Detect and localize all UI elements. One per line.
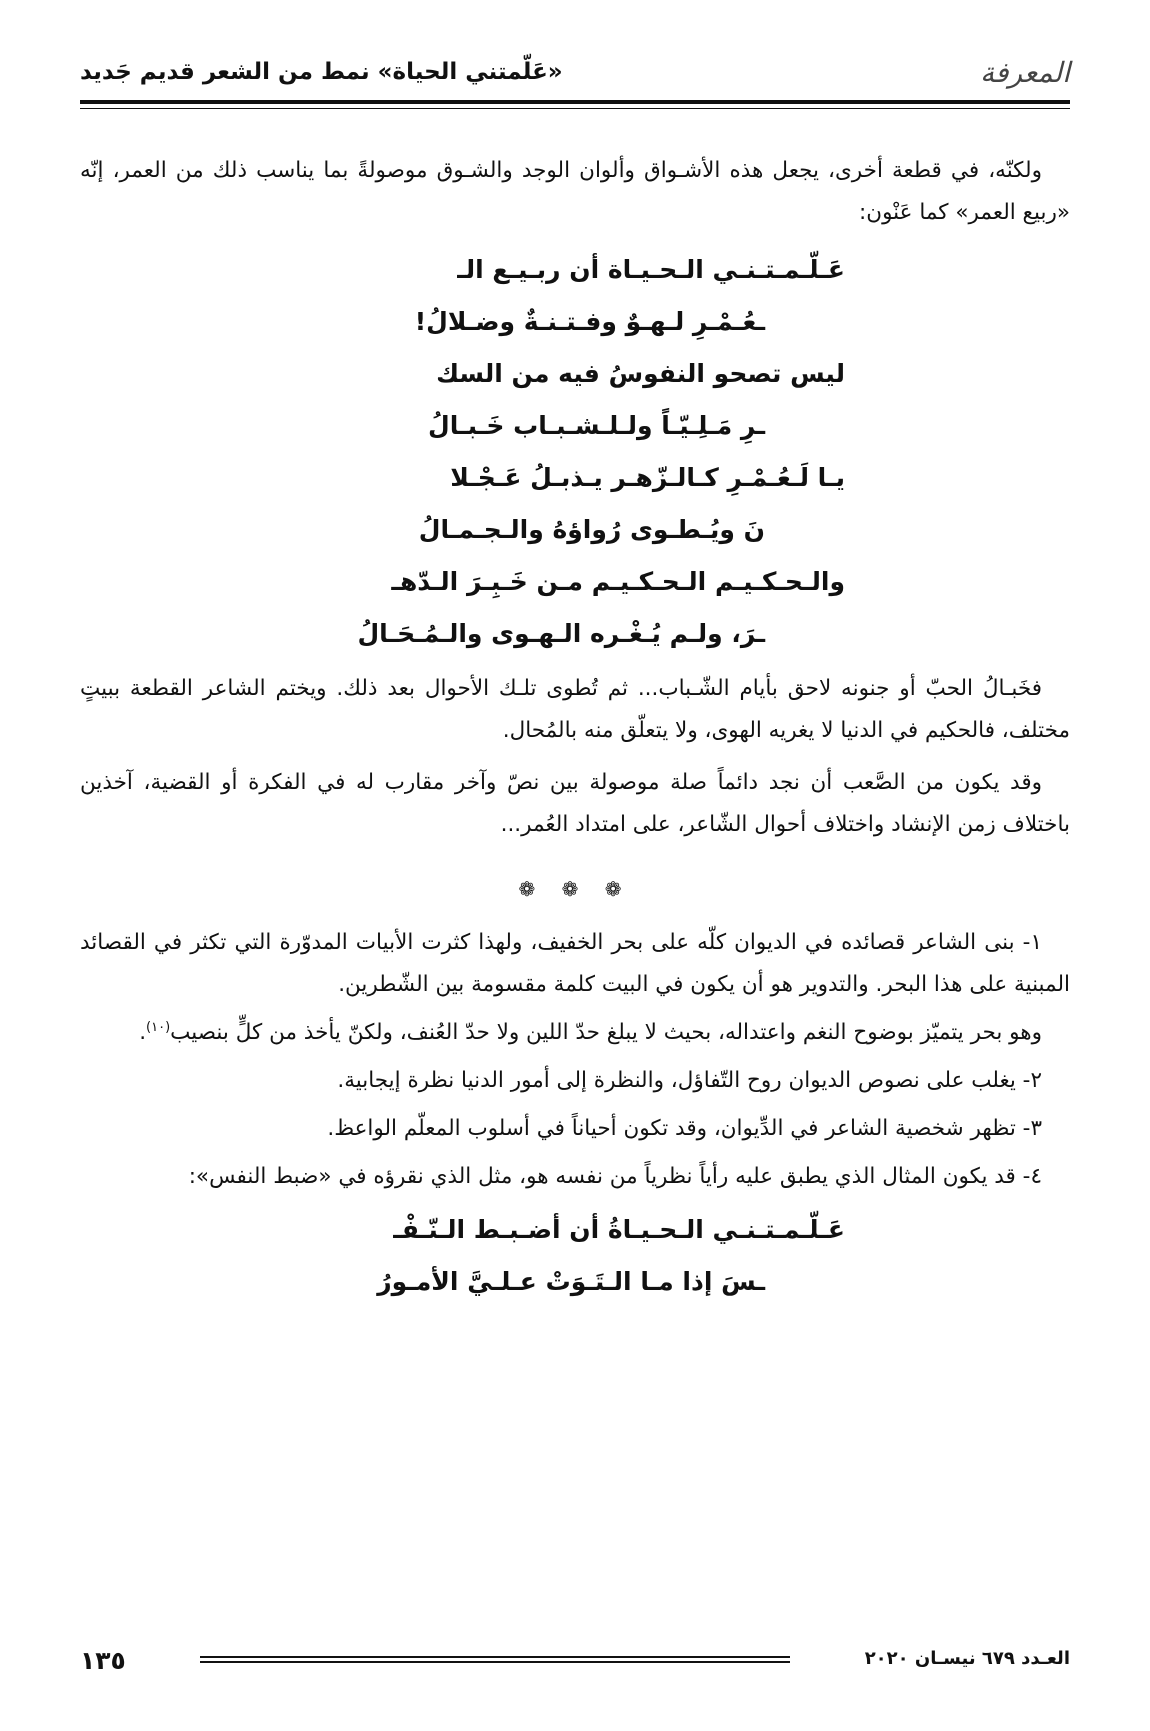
- poem-excerpt-1: [80, 244, 1070, 660]
- section-separator: ❁ ❁ ❁: [518, 877, 632, 901]
- header-article-title: «عَلّمتني الحياة» نمط من الشعر قديم جَديد: [80, 59, 563, 85]
- verse-4-hemistich-2: ـرَ، ولـم يُـغْـره الـهـوى والـمُـحَـالُ: [357, 619, 765, 648]
- issue-info: العـدد ٦٧٩ نيسـان ٢٠٢٠: [864, 1648, 1070, 1669]
- footnote-reference[interactable]: (١٠): [146, 1019, 171, 1035]
- body-paragraph: وقد يكون من الصَّعب أن نجد دائماً صلة موصولة بين نصّ وآخر مقارب له في الفكرة أو القضية، آخذين باختلاف زمن الإنشاد واختلاف أحوال الشّاعر، على امتداد العُمر...: [80, 770, 1070, 837]
- verse-3-hemistich-2: نَ ويُـطـوى رُواؤهُ والـجـمـالُ: [418, 515, 765, 544]
- note-item-3: ٣- تظهر شخصية الشاعر في الدِّيوان، وقد تكون أحياناً في أسلوب المعلّم الواعظ.: [327, 1116, 1042, 1141]
- verse-2-hemistich-2: ـرِ مَـلِـيّـاً ولـلـشـبـاب خَـبـالُ: [428, 411, 765, 440]
- verse-1-hemistich-1: عَـلّـمـتـنـي الـحـيـاة أن ربـيـع الـ: [457, 255, 845, 284]
- note-item-2: ٢- يغلب على نصوص الديوان روح التّفاؤل، والنظرة إلى أمور الدنيا نظرة إيجابية.: [337, 1068, 1042, 1093]
- verse-1-hemistich-2: ـسَ إذا مـا الـتَـوَتْ عـلـيَّ الأمـورُ: [377, 1267, 765, 1296]
- intro-paragraph: ولكنّه، في قطعة أخرى، يجعل هذه الأشـواق وألوان الوجد والشـوق موصولةً بما يناسب ذلك من العمر، إنّه «ربيع العمر» كما عَنْون:: [80, 158, 1070, 225]
- note-text: وهو بحر يتميّز بوضوح النغم واعتداله، بحيث لا يبلغ حدّ اللين ولا حدّ العُنف، ولكنّ يأخذ من كلٍّ بنصيب: [170, 1020, 1042, 1045]
- header-rule-thin: [80, 108, 1070, 109]
- body-paragraph: فخَبـالُ الحبّ أو جنونه لاحق بأيام الشّـباب... ثم تُطوى تلـك الأحوال بعد ذلك. ويختم الشاعر القطعة ببيتٍ مختلف، فالحكيم في الدنيا لا يغريه الهوى، ولا يتعلّق منه بالمُحال.: [80, 676, 1070, 743]
- verse-1-hemistich-1: عَـلّـمـتـنـي الـحـيـاةُ أن أضـبـط الـنّـفْـ: [393, 1215, 845, 1244]
- poem-excerpt-2: [80, 1204, 1070, 1308]
- footer-rule: [200, 1661, 790, 1663]
- verse-4-hemistich-1: والـحـكـيـم الـحـكـيـم مـن خَـبِـرَ الـدّهـ: [391, 567, 845, 596]
- note-item-1-continued: [80, 1012, 1070, 1054]
- page-number: ١٣٥: [80, 1646, 126, 1675]
- journal-logo: المعرفة: [980, 55, 1070, 89]
- note-item-1: ١- بنى الشاعر قصائده في الديوان كلّه على بحر الخفيف، ولهذا كثرت الأبيات المدوّرة التي تكثر في القصائد المبنية على هذا البحر. والتدوير هو أن يكون في البيت كلمة مقسومة بين الشّطرين.: [80, 930, 1070, 997]
- verse-3-hemistich-1: يـا لَـعُـمْـرِ كـالـزّهـر يـذبـلُ عَـجْـلا: [450, 463, 845, 492]
- article-body: [80, 150, 1070, 1316]
- running-header: [80, 52, 1070, 92]
- verse-1-hemistich-2: ـعُـمْـرِ لـهـوٌ وفـتـنـةٌ وضـلالُ!: [414, 307, 765, 336]
- footer-rule: [200, 1656, 790, 1658]
- header-rule: [80, 100, 1070, 104]
- note-item-4: ٤- قد يكون المثال الذي يطبق عليه رأياً نظرياً من نفسه هو، مثل الذي نقرؤه في «ضبط النفس»:: [188, 1164, 1042, 1189]
- verse-2-hemistich-1: ليس تصحو النفوسُ فيه من السك: [436, 359, 845, 388]
- note-end: .: [139, 1020, 147, 1045]
